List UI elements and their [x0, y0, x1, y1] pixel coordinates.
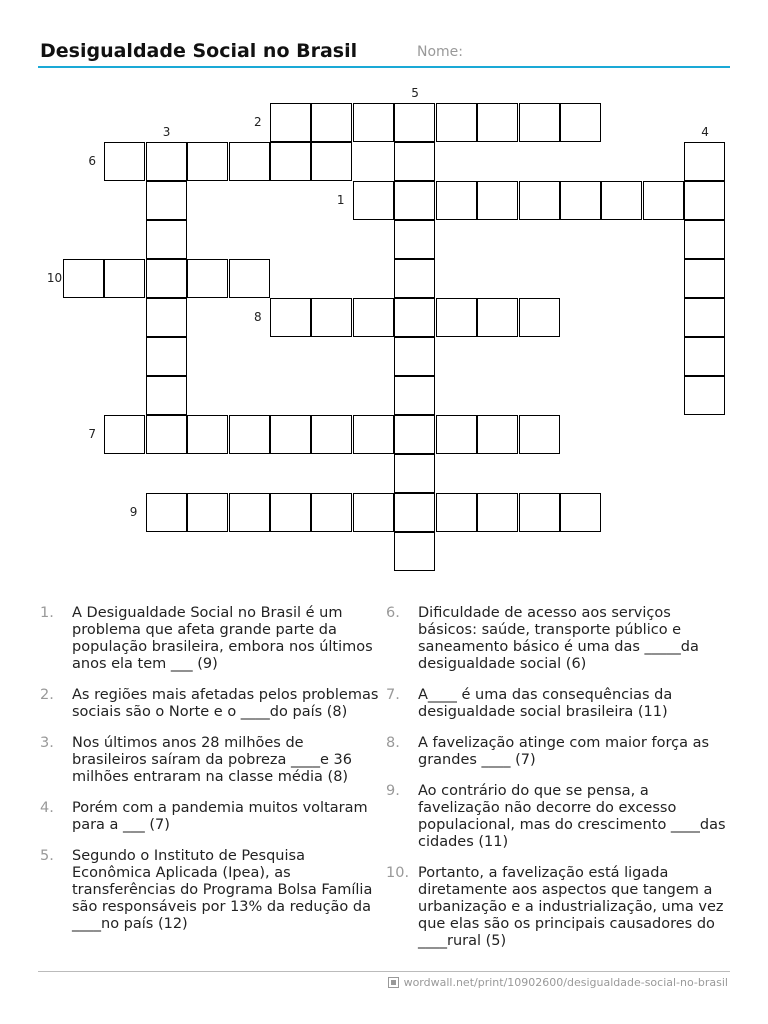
- crossword-cell[interactable]: [684, 298, 725, 337]
- clue-number: 6.: [386, 605, 400, 621]
- clue-text: A favelização atinge com maior força as grandes ____ (7): [418, 735, 710, 768]
- crossword-cell[interactable]: [394, 259, 435, 298]
- crossword-cell[interactable]: [394, 415, 435, 454]
- crossword-cell[interactable]: [146, 376, 187, 415]
- crossword-cell[interactable]: [519, 103, 560, 142]
- crossword-cell[interactable]: [684, 259, 725, 298]
- clue-7: [386, 687, 726, 721]
- crossword-cell[interactable]: [146, 259, 187, 298]
- crossword-cell[interactable]: [63, 259, 104, 298]
- clue-10: [386, 865, 726, 950]
- crossword-cell[interactable]: [353, 181, 394, 220]
- crossword-cell[interactable]: [477, 493, 518, 532]
- crossword-cell[interactable]: [601, 181, 642, 220]
- crossword-cell[interactable]: [270, 493, 311, 532]
- clue-number: 1.: [40, 605, 54, 621]
- crossword-cell[interactable]: [560, 103, 601, 142]
- crossword-cell[interactable]: [187, 259, 228, 298]
- clue-number-label: 2: [254, 114, 262, 129]
- crossword-cell[interactable]: [353, 103, 394, 142]
- crossword-cell[interactable]: [684, 142, 725, 181]
- crossword-cell[interactable]: [394, 142, 435, 181]
- clue-number: 7.: [386, 687, 400, 703]
- crossword-cell[interactable]: [187, 415, 228, 454]
- crossword-cell[interactable]: [104, 415, 145, 454]
- crossword-cell[interactable]: [436, 415, 477, 454]
- crossword-cell[interactable]: [270, 415, 311, 454]
- clues-column-right: [386, 605, 726, 964]
- crossword-cell[interactable]: [353, 298, 394, 337]
- crossword-cell[interactable]: [229, 415, 270, 454]
- crossword-cell[interactable]: [311, 415, 352, 454]
- clue-number: 3.: [40, 735, 54, 751]
- clue-text: Portanto, a favelização está ligada diretamente aos aspectos que tangem a urbanização e a industrialização, uma vez que elas são os principais causadores do ____rural (5): [418, 865, 724, 949]
- clue-number: 10.: [386, 865, 410, 881]
- crossword-cell[interactable]: [146, 220, 187, 259]
- clue-text: A____ é uma das consequências da desigualdade social brasileira (11): [418, 687, 673, 720]
- clue-text: Ao contrário do que se pensa, a favelização não decorre do excesso populacional, mas do crescimento ____das cidades (11): [418, 783, 726, 850]
- crossword-cell[interactable]: [187, 142, 228, 181]
- crossword-cell[interactable]: [519, 415, 560, 454]
- crossword-cell[interactable]: [311, 103, 352, 142]
- clue-number-label: 5: [411, 85, 419, 100]
- crossword-cell[interactable]: [684, 337, 725, 376]
- clue-number-label: 4: [701, 124, 709, 139]
- crossword-cell[interactable]: [229, 142, 270, 181]
- crossword-cell[interactable]: [146, 181, 187, 220]
- name-label: Nome:: [417, 44, 464, 60]
- clues-column-left: [40, 605, 380, 947]
- clue-text: Dificuldade de acesso aos serviços básicos: saúde, transporte público e saneamento básico é uma das _____da desigualdade social (6): [418, 605, 699, 672]
- clue-number: 2.: [40, 687, 54, 703]
- clue-9: [386, 783, 726, 851]
- clue-number-label: 6: [88, 153, 96, 168]
- clue-number-label: 7: [88, 426, 96, 441]
- crossword-cell[interactable]: [394, 220, 435, 259]
- clue-number: 8.: [386, 735, 400, 751]
- clue-3: [40, 735, 380, 786]
- clue-number-label: 8: [254, 309, 262, 324]
- clue-text: Segundo o Instituto de Pesquisa Econômica Aplicada (Ipea), as transferências do Programa Bolsa Família são responsáveis por 13% da redução da ____no país (12): [72, 848, 373, 932]
- crossword-cell[interactable]: [353, 415, 394, 454]
- crossword-cell[interactable]: [394, 298, 435, 337]
- crossword-cell[interactable]: [311, 142, 352, 181]
- crossword-cell[interactable]: [146, 493, 187, 532]
- crossword-cell[interactable]: [270, 103, 311, 142]
- crossword-cell[interactable]: [643, 181, 684, 220]
- page-title: Desigualdade Social no Brasil: [40, 40, 358, 62]
- crossword-cell[interactable]: [560, 181, 601, 220]
- crossword-cell[interactable]: [229, 259, 270, 298]
- crossword-cell[interactable]: [394, 532, 435, 571]
- clue-8: [386, 735, 726, 769]
- crossword-cell[interactable]: [436, 103, 477, 142]
- crossword-cell[interactable]: [229, 493, 270, 532]
- crossword-cell[interactable]: [394, 376, 435, 415]
- clue-number: 9.: [386, 783, 400, 799]
- crossword-cell[interactable]: [394, 337, 435, 376]
- crossword-cell[interactable]: [477, 298, 518, 337]
- clue-text: Nos últimos anos 28 milhões de brasileiros saíram da pobreza ____e 36 milhões entraram na classe média (8): [72, 735, 352, 785]
- crossword-cell[interactable]: [394, 181, 435, 220]
- clue-5: [40, 848, 380, 933]
- crossword-cell[interactable]: [353, 493, 394, 532]
- crossword-cell[interactable]: [187, 493, 228, 532]
- crossword-cell[interactable]: [104, 142, 145, 181]
- footer: [388, 976, 728, 989]
- clue-2: [40, 687, 380, 721]
- clue-1: [40, 605, 380, 673]
- clue-number-label: 9: [129, 504, 138, 519]
- crossword-cell[interactable]: [684, 376, 725, 415]
- crossword-cell[interactable]: [519, 181, 560, 220]
- crossword-cell[interactable]: [394, 454, 435, 493]
- crossword-cell[interactable]: [146, 142, 187, 181]
- crossword-cell[interactable]: [311, 298, 352, 337]
- crossword-cell[interactable]: [436, 181, 477, 220]
- crossword-cell[interactable]: [684, 220, 725, 259]
- clue-text: A Desigualdade Social no Brasil é um problema que afeta grande parte da população brasileira, embora nos últimos anos ela tem ___ (9): [72, 605, 373, 672]
- crossword-cell[interactable]: [560, 493, 601, 532]
- crossword-cell[interactable]: [394, 103, 435, 142]
- wordwall-logo-icon: [388, 977, 399, 988]
- clue-6: [386, 605, 726, 673]
- crossword-cell[interactable]: [311, 493, 352, 532]
- crossword-cell[interactable]: [436, 493, 477, 532]
- crossword-cell[interactable]: [519, 298, 560, 337]
- crossword-cell[interactable]: [436, 298, 477, 337]
- clue-4: [40, 800, 380, 834]
- crossword-cell[interactable]: [146, 298, 187, 337]
- crossword-cell[interactable]: [270, 142, 311, 181]
- clue-text: Porém com a pandemia muitos voltaram para a ___ (7): [72, 800, 368, 833]
- crossword-cell[interactable]: [477, 415, 518, 454]
- crossword-cell[interactable]: [146, 337, 187, 376]
- clue-number: 5.: [40, 848, 54, 864]
- crossword-cell[interactable]: [146, 415, 187, 454]
- crossword-cell[interactable]: [684, 181, 725, 220]
- footer-divider: [38, 971, 730, 972]
- clue-number-label: 10: [46, 270, 63, 285]
- crossword-cell[interactable]: [394, 493, 435, 532]
- crossword-cell[interactable]: [519, 493, 560, 532]
- clue-number-label: 1: [336, 192, 345, 207]
- clue-number: 4.: [40, 800, 54, 816]
- clue-number-label: 3: [162, 124, 171, 139]
- crossword-cell[interactable]: [477, 103, 518, 142]
- crossword-cell[interactable]: [104, 259, 145, 298]
- clue-text: As regiões mais afetadas pelos problemas sociais são o Norte e o ____do país (8): [72, 687, 379, 720]
- crossword-cell[interactable]: [270, 298, 311, 337]
- crossword-cell[interactable]: [477, 181, 518, 220]
- footer-url[interactable]: wordwall.net/print/10902600/desigualdade-social-no-brasil: [403, 976, 728, 989]
